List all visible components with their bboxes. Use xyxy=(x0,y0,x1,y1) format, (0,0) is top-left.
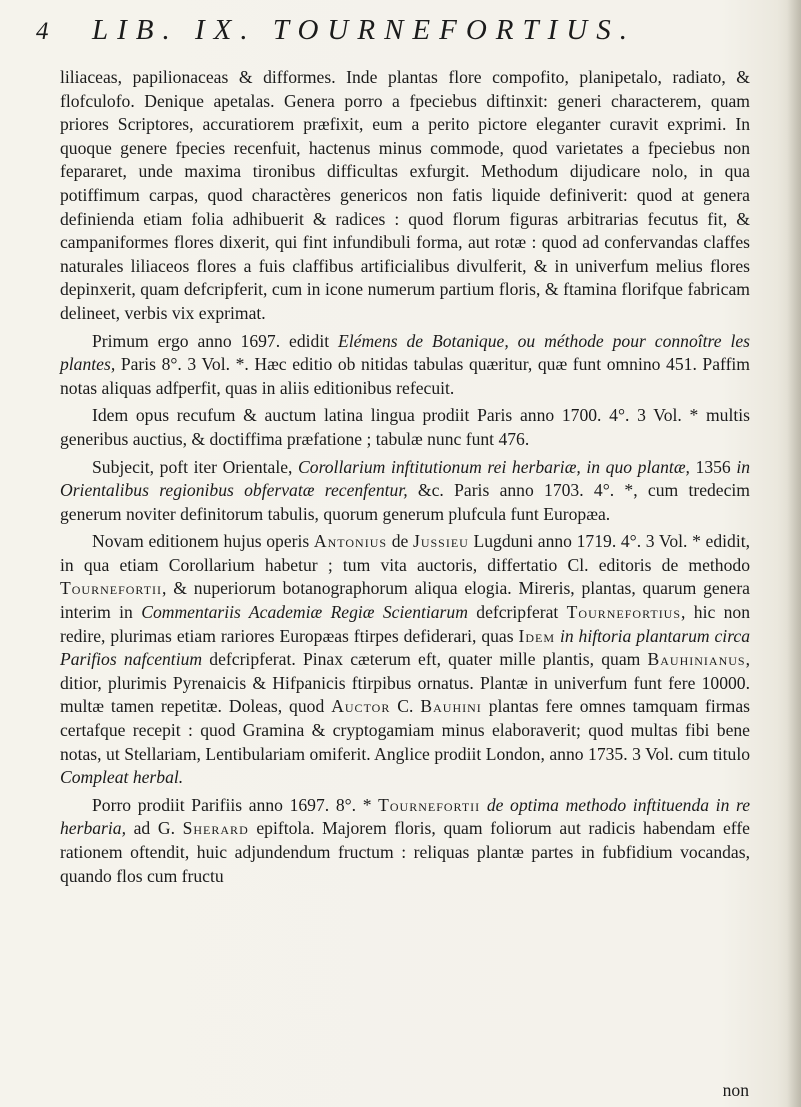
catchword: non xyxy=(722,1080,749,1100)
italic-text: in hiftoria plantarum circa Parifios nafcentium xyxy=(60,625,750,670)
italic-text: Compleat herbal. xyxy=(60,767,184,788)
italic-text: Elémens de Botanique, ou méthode pour connoître les plantes, xyxy=(60,330,750,375)
text-run: &c. Paris anno 1703. 4°. *, cum tredecim generum noviter definitorum tabulis, quorum generum plufcula funt Europæa. xyxy=(60,480,750,524)
text-run: , & nuperiorum botanographorum aliqua elogia. Mireris, plantas, quarum genera interim in xyxy=(60,578,750,623)
small-caps-name: Tournefortii xyxy=(378,794,481,815)
body-text xyxy=(60,66,750,888)
small-caps-name: Sherard xyxy=(182,818,249,839)
text-run: Idem opus recufum & auctum latina lingua prodiit Paris anno 1700. 4°. 3 Vol. * multis generibus auctius, & doctiffima præfatione ; tabulæ nunc funt 476. xyxy=(60,405,750,449)
text-run: defcripferat xyxy=(467,602,567,623)
text-run: , hic non redire, plurimas etiam rariores Europæas ftirpes defiderari, quas xyxy=(60,602,751,646)
small-caps-name: Tournefortius xyxy=(566,602,682,623)
italic-text: in Orientalibus regionibus obfervatæ recenfentur, xyxy=(60,456,750,501)
paragraph xyxy=(60,794,750,888)
italic-text: de optima methodo inftituenda in re herbaria, xyxy=(60,794,751,839)
small-caps-name: Idem xyxy=(518,625,556,646)
paragraph xyxy=(60,66,750,326)
text-run: Novam editionem hujus operis xyxy=(92,531,314,552)
page-header xyxy=(36,8,756,52)
text-run: Lugduni anno 1719. 4°. 3 Vol. * edidit, in qua etiam Corollarium habetur ; tum vita auctoris, differtatio Cl. editoris de methodo xyxy=(60,531,750,575)
small-caps-name: Auctor xyxy=(331,696,391,717)
small-caps-name: Bauhini xyxy=(420,696,482,717)
paragraph xyxy=(60,456,750,527)
text-run: , ditior, plurimis Pyrenaicis & Hifpanicis ftirpibus ornatus. Plantæ in univerfum funt fere 10000. multæ tamen repetitæ. Doleas, quod xyxy=(60,649,751,717)
paragraph xyxy=(60,530,750,790)
page-edge-shadow xyxy=(787,0,801,1107)
running-head: LIB. IX. TOURNEFORTIUS. xyxy=(92,14,636,46)
text-run: liliaceas, papilionaceas & difformes. Inde plantas flore compofito, planipetalo, radiato, & flofculofo. Denique apetalas. Genera porro a fpeciebus diftinxit: generi characterem, quam priores Scriptores, accuratiorem præfixit, eum a perito pictore eleganter curavit exprimi. In quoque genere fpecies recenfuit, hactenus minus commode, quod varietates a fpeciebus non fepararet, unde maxima tironibus difficultas exfurgit. Methodum dijudicare nolo, in qua potiffimum carpas, quod charactères genericos non fatis liquide definiverit: quod at genera definienda etiam folia adhibuerit & radices : quod florum figuras arbitrarias fecutus fit, & campaniformes flores dixerit, qui fint infundibuli forma, aut rotæ : quod ad confervandas claffes naturales liliaceos flores a fuis claffibus artificialibus divulferit, & in univerfum melius flores depinxerit, quam defcripferit, cum in icone numerum partium floris, & ftamina florifque fabricam delineet, verbis vix exprimat. xyxy=(60,67,750,323)
small-caps-name: Tournefortii xyxy=(60,578,163,599)
small-caps-name: Antonius xyxy=(313,531,388,552)
text-run xyxy=(480,795,487,815)
italic-text: Commentariis Academiæ Regiæ Scientiarum xyxy=(141,602,468,623)
small-caps-name: Jussieu xyxy=(412,531,469,552)
small-caps-name: Bauhinianus xyxy=(647,649,746,670)
text-run: Primum ergo anno 1697. edidit xyxy=(92,330,338,351)
text-run: epiftola. Majorem floris, quam foliorum aut radicis habendam effe rationem oftendit, huic adjundendum fructum : reliquas plantæ partes in fubfidium vocandas, quando flos cum fructu xyxy=(60,818,750,886)
text-run: ad G. xyxy=(125,818,183,839)
page-number: 4 xyxy=(36,18,49,45)
text-run: Porro prodiit Parifiis anno 1697. 8°. * xyxy=(92,794,379,815)
text-run: plantas fere omnes tamquam firmas certafque recepit : quod Gramina & cryptogamiam minus elaboraverit; quod multas fibi bene notas, ut Stellariam, Lentibulariam omiferit. Anglice prodiit London, anno 1735. 3 Vol. cum titulo xyxy=(60,696,750,764)
text-run: Subjecit, poft iter Orientale, xyxy=(92,456,299,477)
text-run: defcripferat. Pinax cæterum eft, quater mille plantis, quam xyxy=(202,649,648,670)
text-run: 1356 xyxy=(689,456,737,477)
paragraph xyxy=(60,330,750,401)
paragraph xyxy=(60,404,750,451)
text-run: Paris 8°. 3 Vol. *. Hæc editio ob nitidas tabulas quæritur, quæ funt omnino 451. Paffim notas aliquas adfperfit, quas in aliis editionibus refecuit. xyxy=(60,354,750,398)
italic-text: Corollarium inftitutionum rei herbariæ, in quo plantæ, xyxy=(298,456,690,477)
text-run: C. xyxy=(390,696,421,717)
text-run: de xyxy=(387,531,413,552)
